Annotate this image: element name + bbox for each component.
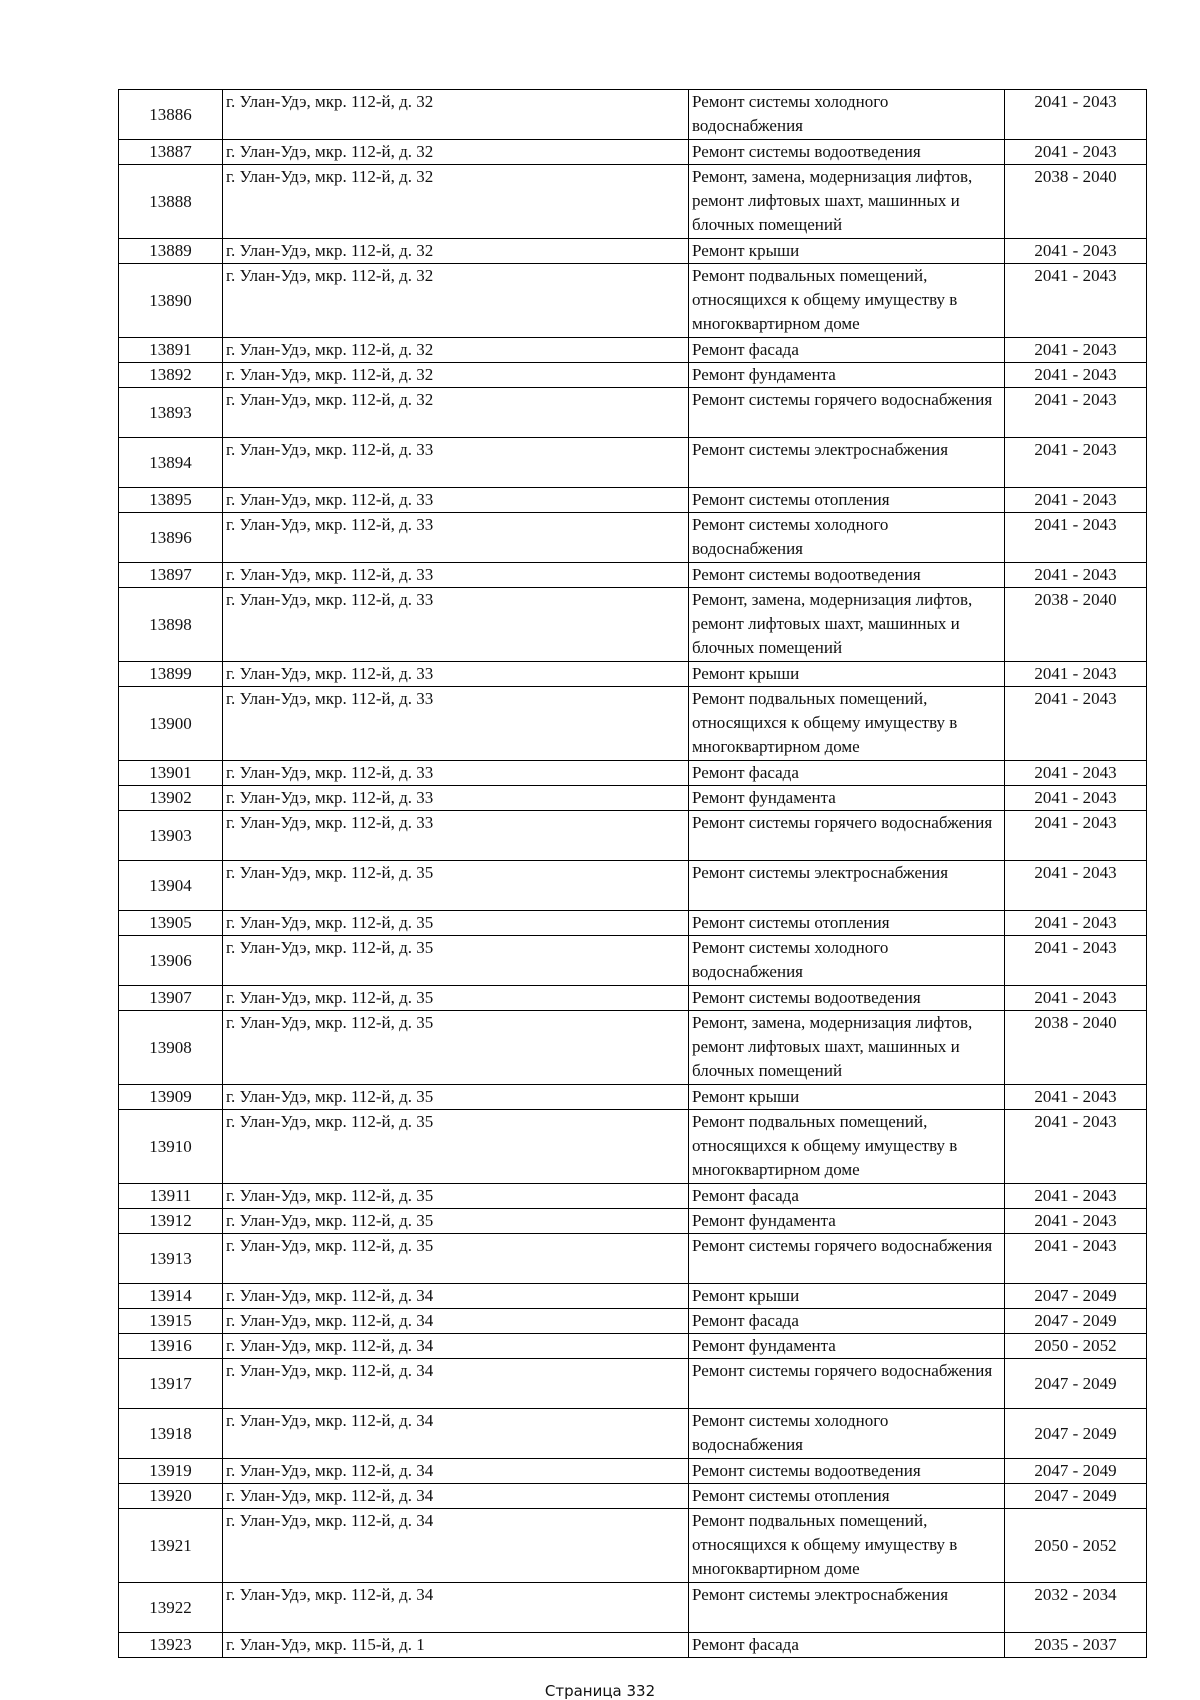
row-address: г. Улан-Удэ, мкр. 112-й, д. 34 — [223, 1359, 689, 1409]
row-address: г. Улан-Удэ, мкр. 112-й, д. 34 — [223, 1409, 689, 1459]
row-period: 2041 - 2043 — [1005, 911, 1147, 936]
table-row — [119, 563, 1147, 588]
row-address: г. Улан-Удэ, мкр. 112-й, д. 34 — [223, 1284, 689, 1309]
row-work-type: Ремонт системы холодного водоснабжения — [689, 90, 1005, 140]
row-work-type: Ремонт системы отопления — [689, 1484, 1005, 1509]
table-row — [119, 1633, 1147, 1658]
table-row — [119, 1234, 1147, 1284]
row-period: 2041 - 2043 — [1005, 90, 1147, 140]
row-period: 2041 - 2043 — [1005, 662, 1147, 687]
row-work-type: Ремонт системы электроснабжения — [689, 1583, 1005, 1633]
row-number: 13906 — [119, 936, 223, 986]
page-number: Страница 332 — [544, 1682, 656, 1700]
row-number: 13919 — [119, 1459, 223, 1484]
row-address: г. Улан-Удэ, мкр. 112-й, д. 32 — [223, 363, 689, 388]
row-period: 2050 - 2052 — [1005, 1509, 1147, 1583]
row-period: 2047 - 2049 — [1005, 1484, 1147, 1509]
table-row — [119, 687, 1147, 761]
table-row — [119, 1184, 1147, 1209]
table-row — [119, 1509, 1147, 1583]
row-address: г. Улан-Удэ, мкр. 112-й, д. 32 — [223, 264, 689, 338]
row-number: 13889 — [119, 239, 223, 264]
row-number: 13908 — [119, 1011, 223, 1085]
row-address: г. Улан-Удэ, мкр. 112-й, д. 33 — [223, 513, 689, 563]
row-address: г. Улан-Удэ, мкр. 115-й, д. 1 — [223, 1633, 689, 1658]
row-work-type: Ремонт крыши — [689, 662, 1005, 687]
row-period: 2041 - 2043 — [1005, 264, 1147, 338]
row-number: 13897 — [119, 563, 223, 588]
row-address: г. Улан-Удэ, мкр. 112-й, д. 35 — [223, 911, 689, 936]
row-work-type: Ремонт фасада — [689, 1309, 1005, 1334]
row-number: 13902 — [119, 786, 223, 811]
row-period: 2041 - 2043 — [1005, 140, 1147, 165]
row-work-type: Ремонт фундамента — [689, 786, 1005, 811]
table-row — [119, 1209, 1147, 1234]
row-address: г. Улан-Удэ, мкр. 112-й, д. 33 — [223, 438, 689, 488]
row-period: 2047 - 2049 — [1005, 1284, 1147, 1309]
row-address: г. Улан-Удэ, мкр. 112-й, д. 35 — [223, 861, 689, 911]
row-period: 2050 - 2052 — [1005, 1334, 1147, 1359]
row-period: 2047 - 2049 — [1005, 1359, 1147, 1409]
row-address: г. Улан-Удэ, мкр. 112-й, д. 34 — [223, 1459, 689, 1484]
row-period: 2041 - 2043 — [1005, 563, 1147, 588]
row-address: г. Улан-Удэ, мкр. 112-й, д. 34 — [223, 1484, 689, 1509]
row-number: 13915 — [119, 1309, 223, 1334]
row-work-type: Ремонт крыши — [689, 1085, 1005, 1110]
row-work-type: Ремонт системы электроснабжения — [689, 861, 1005, 911]
row-number: 13922 — [119, 1583, 223, 1633]
works-table — [118, 89, 1147, 1658]
row-address: г. Улан-Удэ, мкр. 112-й, д. 33 — [223, 662, 689, 687]
table-row — [119, 1583, 1147, 1633]
row-number: 13892 — [119, 363, 223, 388]
row-work-type: Ремонт системы холодного водоснабжения — [689, 936, 1005, 986]
row-period: 2041 - 2043 — [1005, 986, 1147, 1011]
table-row — [119, 662, 1147, 687]
row-work-type: Ремонт подвальных помещений, относящихся к общему имуществу в многоквартирном доме — [689, 1110, 1005, 1184]
table-row — [119, 1484, 1147, 1509]
row-period: 2038 - 2040 — [1005, 165, 1147, 239]
row-period: 2041 - 2043 — [1005, 488, 1147, 513]
table-row — [119, 388, 1147, 438]
table-row — [119, 986, 1147, 1011]
row-address: г. Улан-Удэ, мкр. 112-й, д. 32 — [223, 338, 689, 363]
row-period: 2047 - 2049 — [1005, 1409, 1147, 1459]
table-row — [119, 264, 1147, 338]
row-address: г. Улан-Удэ, мкр. 112-й, д. 33 — [223, 488, 689, 513]
row-period: 2032 - 2034 — [1005, 1583, 1147, 1633]
row-number: 13888 — [119, 165, 223, 239]
row-number: 13921 — [119, 1509, 223, 1583]
row-number: 13916 — [119, 1334, 223, 1359]
table-row — [119, 165, 1147, 239]
row-period: 2038 - 2040 — [1005, 588, 1147, 662]
row-number: 13896 — [119, 513, 223, 563]
row-number: 13920 — [119, 1484, 223, 1509]
row-period: 2041 - 2043 — [1005, 1085, 1147, 1110]
row-period: 2041 - 2043 — [1005, 1234, 1147, 1284]
table-row — [119, 1309, 1147, 1334]
row-work-type: Ремонт системы горячего водоснабжения — [689, 388, 1005, 438]
row-number: 13899 — [119, 662, 223, 687]
row-work-type: Ремонт системы водоотведения — [689, 563, 1005, 588]
row-number: 13900 — [119, 687, 223, 761]
row-number: 13914 — [119, 1284, 223, 1309]
row-work-type: Ремонт крыши — [689, 239, 1005, 264]
row-work-type: Ремонт фасада — [689, 761, 1005, 786]
table-row — [119, 1334, 1147, 1359]
row-number: 13904 — [119, 861, 223, 911]
row-address: г. Улан-Удэ, мкр. 112-й, д. 35 — [223, 1085, 689, 1110]
table-row — [119, 1284, 1147, 1309]
row-address: г. Улан-Удэ, мкр. 112-й, д. 33 — [223, 687, 689, 761]
row-number: 13894 — [119, 438, 223, 488]
row-work-type: Ремонт, замена, модернизация лифтов, ремонт лифтовых шахт, машинных и блочных помещений — [689, 165, 1005, 239]
table-row — [119, 936, 1147, 986]
table-row — [119, 363, 1147, 388]
row-period: 2041 - 2043 — [1005, 388, 1147, 438]
row-number: 13901 — [119, 761, 223, 786]
table-row — [119, 811, 1147, 861]
row-period: 2041 - 2043 — [1005, 363, 1147, 388]
row-period: 2047 - 2049 — [1005, 1309, 1147, 1334]
row-address: г. Улан-Удэ, мкр. 112-й, д. 34 — [223, 1583, 689, 1633]
row-address: г. Улан-Удэ, мкр. 112-й, д. 35 — [223, 1234, 689, 1284]
row-work-type: Ремонт системы электроснабжения — [689, 438, 1005, 488]
row-work-type: Ремонт системы холодного водоснабжения — [689, 513, 1005, 563]
row-period: 2041 - 2043 — [1005, 687, 1147, 761]
row-address: г. Улан-Удэ, мкр. 112-й, д. 35 — [223, 936, 689, 986]
row-number: 13891 — [119, 338, 223, 363]
table-row — [119, 588, 1147, 662]
row-address: г. Улан-Удэ, мкр. 112-й, д. 33 — [223, 761, 689, 786]
table-row — [119, 1011, 1147, 1085]
row-number: 13898 — [119, 588, 223, 662]
row-period: 2041 - 2043 — [1005, 1184, 1147, 1209]
row-number: 13895 — [119, 488, 223, 513]
row-address: г. Улан-Удэ, мкр. 112-й, д. 35 — [223, 1011, 689, 1085]
row-period: 2041 - 2043 — [1005, 1110, 1147, 1184]
row-work-type: Ремонт фундамента — [689, 1209, 1005, 1234]
row-period: 2041 - 2043 — [1005, 239, 1147, 264]
row-number: 13913 — [119, 1234, 223, 1284]
row-address: г. Улан-Удэ, мкр. 112-й, д. 32 — [223, 140, 689, 165]
row-work-type: Ремонт системы горячего водоснабжения — [689, 1359, 1005, 1409]
row-work-type: Ремонт фасада — [689, 1184, 1005, 1209]
row-address: г. Улан-Удэ, мкр. 112-й, д. 33 — [223, 811, 689, 861]
row-number: 13887 — [119, 140, 223, 165]
row-number: 13886 — [119, 90, 223, 140]
row-address: г. Улан-Удэ, мкр. 112-й, д. 32 — [223, 388, 689, 438]
row-address: г. Улан-Удэ, мкр. 112-й, д. 33 — [223, 786, 689, 811]
table-row — [119, 1359, 1147, 1409]
row-work-type: Ремонт системы водоотведения — [689, 1459, 1005, 1484]
row-work-type: Ремонт системы холодного водоснабжения — [689, 1409, 1005, 1459]
row-period: 2041 - 2043 — [1005, 1209, 1147, 1234]
row-address: г. Улан-Удэ, мкр. 112-й, д. 35 — [223, 986, 689, 1011]
table-row — [119, 140, 1147, 165]
row-number: 13917 — [119, 1359, 223, 1409]
row-work-type: Ремонт крыши — [689, 1284, 1005, 1309]
row-work-type: Ремонт системы отопления — [689, 488, 1005, 513]
row-work-type: Ремонт фасада — [689, 338, 1005, 363]
row-address: г. Улан-Удэ, мкр. 112-й, д. 35 — [223, 1209, 689, 1234]
table-row — [119, 761, 1147, 786]
row-number: 13912 — [119, 1209, 223, 1234]
row-address: г. Улан-Удэ, мкр. 112-й, д. 35 — [223, 1110, 689, 1184]
works-table-body — [119, 90, 1147, 1658]
row-number: 13911 — [119, 1184, 223, 1209]
table-row — [119, 861, 1147, 911]
table-row — [119, 239, 1147, 264]
row-work-type: Ремонт, замена, модернизация лифтов, ремонт лифтовых шахт, машинных и блочных помещений — [689, 1011, 1005, 1085]
row-period: 2041 - 2043 — [1005, 811, 1147, 861]
row-number: 13893 — [119, 388, 223, 438]
table-row — [119, 1409, 1147, 1459]
row-address: г. Улан-Удэ, мкр. 112-й, д. 32 — [223, 90, 689, 140]
row-work-type: Ремонт подвальных помещений, относящихся к общему имуществу в многоквартирном доме — [689, 1509, 1005, 1583]
row-period: 2041 - 2043 — [1005, 761, 1147, 786]
table-row — [119, 786, 1147, 811]
row-number: 13910 — [119, 1110, 223, 1184]
row-period: 2041 - 2043 — [1005, 513, 1147, 563]
table-row — [119, 513, 1147, 563]
row-number: 13907 — [119, 986, 223, 1011]
row-number: 13909 — [119, 1085, 223, 1110]
table-row — [119, 90, 1147, 140]
table-row — [119, 1110, 1147, 1184]
table-row — [119, 488, 1147, 513]
row-number: 13918 — [119, 1409, 223, 1459]
row-address: г. Улан-Удэ, мкр. 112-й, д. 35 — [223, 1184, 689, 1209]
row-period: 2041 - 2043 — [1005, 861, 1147, 911]
table-row — [119, 911, 1147, 936]
row-number: 13923 — [119, 1633, 223, 1658]
row-work-type: Ремонт системы водоотведения — [689, 986, 1005, 1011]
row-period: 2041 - 2043 — [1005, 786, 1147, 811]
row-work-type: Ремонт системы горячего водоснабжения — [689, 811, 1005, 861]
row-work-type: Ремонт системы водоотведения — [689, 140, 1005, 165]
row-period: 2038 - 2040 — [1005, 1011, 1147, 1085]
row-work-type: Ремонт подвальных помещений, относящихся к общему имуществу в многоквартирном доме — [689, 687, 1005, 761]
row-number: 13890 — [119, 264, 223, 338]
table-row — [119, 1459, 1147, 1484]
row-work-type: Ремонт фундамента — [689, 1334, 1005, 1359]
table-row — [119, 1085, 1147, 1110]
row-work-type: Ремонт системы горячего водоснабжения — [689, 1234, 1005, 1284]
row-period: 2047 - 2049 — [1005, 1459, 1147, 1484]
row-work-type: Ремонт фасада — [689, 1633, 1005, 1658]
row-period: 2035 - 2037 — [1005, 1633, 1147, 1658]
row-address: г. Улан-Удэ, мкр. 112-й, д. 33 — [223, 588, 689, 662]
row-number: 13903 — [119, 811, 223, 861]
row-address: г. Улан-Удэ, мкр. 112-й, д. 32 — [223, 165, 689, 239]
row-address: г. Улан-Удэ, мкр. 112-й, д. 32 — [223, 239, 689, 264]
row-period: 2041 - 2043 — [1005, 438, 1147, 488]
row-work-type: Ремонт, замена, модернизация лифтов, ремонт лифтовых шахт, машинных и блочных помещений — [689, 588, 1005, 662]
row-period: 2041 - 2043 — [1005, 338, 1147, 363]
row-work-type: Ремонт фундамента — [689, 363, 1005, 388]
table-row — [119, 438, 1147, 488]
row-work-type: Ремонт системы отопления — [689, 911, 1005, 936]
table-row — [119, 338, 1147, 363]
row-work-type: Ремонт подвальных помещений, относящихся к общему имуществу в многоквартирном доме — [689, 264, 1005, 338]
row-address: г. Улан-Удэ, мкр. 112-й, д. 33 — [223, 563, 689, 588]
row-period: 2041 - 2043 — [1005, 936, 1147, 986]
row-address: г. Улан-Удэ, мкр. 112-й, д. 34 — [223, 1309, 689, 1334]
row-address: г. Улан-Удэ, мкр. 112-й, д. 34 — [223, 1334, 689, 1359]
row-number: 13905 — [119, 911, 223, 936]
row-address: г. Улан-Удэ, мкр. 112-й, д. 34 — [223, 1509, 689, 1583]
